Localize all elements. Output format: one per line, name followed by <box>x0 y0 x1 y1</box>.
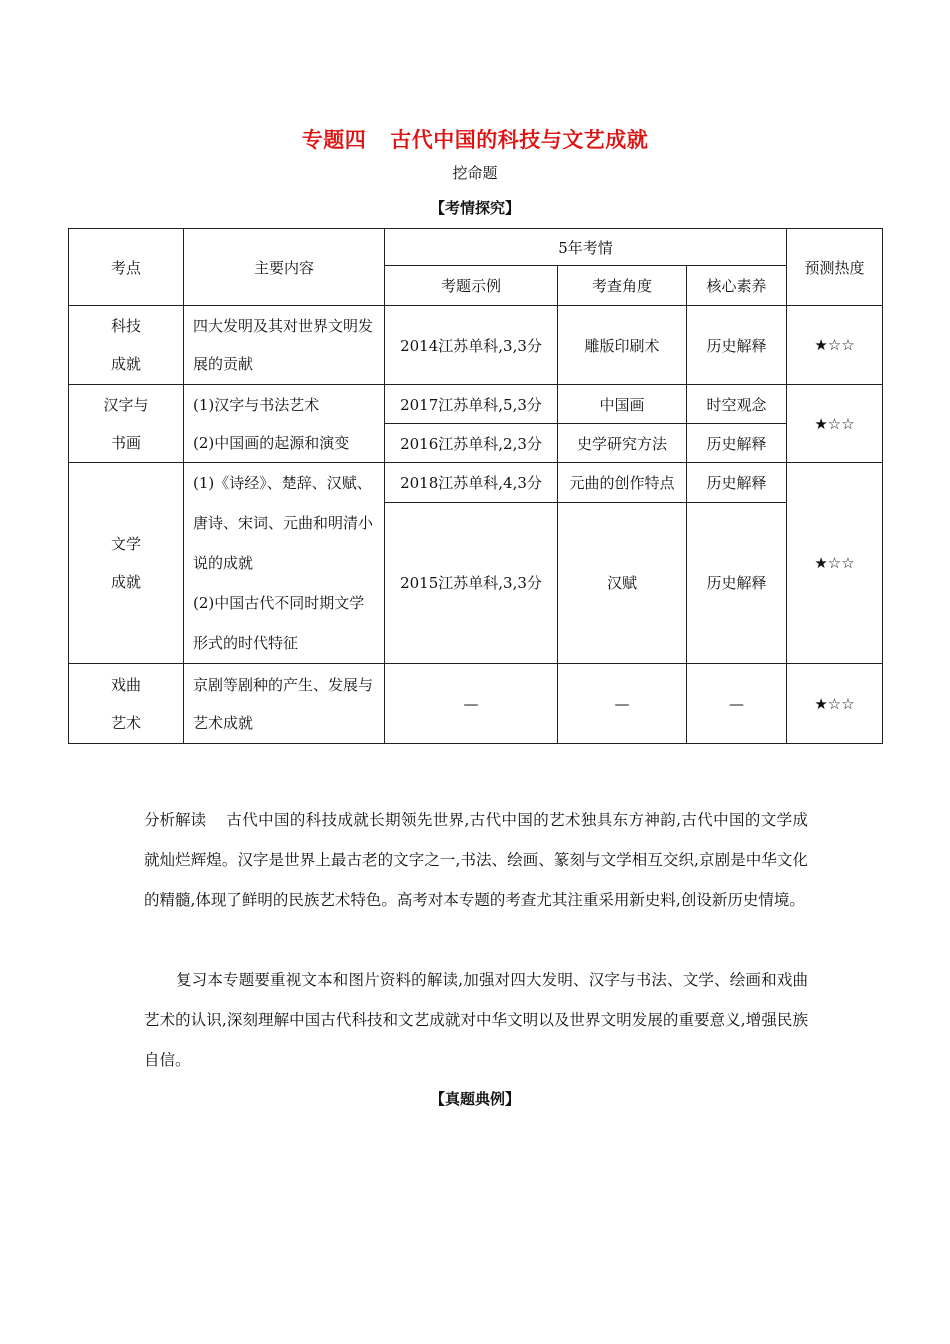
analysis-paragraph-2: 复习本专题要重视文本和图片资料的解读,加强对四大发明、汉字与书法、文学、绘画和戏曲艺术的认识,深刻理解中国古代科技和文艺成就对中华文明以及世界文明发展的重要意义,增强民族自信。 <box>144 971 808 1069</box>
table-row <box>69 385 883 424</box>
cell-example: 2016江苏单科,2,3分 <box>385 424 558 463</box>
cell-literacy: 历史解释 <box>687 502 787 663</box>
header-angle: 考查角度 <box>558 266 687 306</box>
cell-example: — <box>385 664 558 744</box>
subtitle: 挖命题 <box>452 164 498 182</box>
cell-literacy: — <box>687 664 787 744</box>
cell-angle: 元曲的创作特点 <box>558 463 687 503</box>
cell-literacy: 时空观念 <box>687 385 787 424</box>
cell-angle: — <box>558 664 687 744</box>
cell-angle: 雕版印刷术 <box>558 306 687 385</box>
cell-content: (1)《诗经》、楚辞、汉赋、唐诗、宋词、元曲和明清小说的成就 (2)中国古代不同时期文学形式的时代特征 <box>184 463 385 664</box>
cell-content: 京剧等剧种的产生、发展与艺术成就 <box>184 664 385 744</box>
cell-example: 2014江苏单科,3,3分 <box>385 306 558 385</box>
page-title <box>0 124 950 154</box>
cell-point: 戏曲 艺术 <box>69 664 184 744</box>
table-row <box>69 306 883 385</box>
table-header-row <box>69 229 883 266</box>
cell-point: 科技 成就 <box>69 306 184 385</box>
exam-table <box>68 228 883 744</box>
title-part-1: 专题四 <box>301 128 367 152</box>
cell-content: (1)汉字与书法艺术 (2)中国画的起源和演变 <box>184 385 385 463</box>
cell-angle: 中国画 <box>558 385 687 424</box>
cell-example: 2018江苏单科,4,3分 <box>385 463 558 503</box>
cell-heat: ★☆☆ <box>787 306 883 385</box>
cell-angle: 史学研究方法 <box>558 424 687 463</box>
table-row <box>69 664 883 744</box>
header-five-years: 5年考情 <box>385 229 787 266</box>
cell-literacy: 历史解释 <box>687 463 787 503</box>
header-content: 主要内容 <box>184 229 385 306</box>
header-point: 考点 <box>69 229 184 306</box>
cell-heat: ★☆☆ <box>787 463 883 664</box>
header-literacy: 核心素养 <box>687 266 787 306</box>
cell-example: 2015江苏单科,3,3分 <box>385 502 558 663</box>
title-part-2: 古代中国的科技与文艺成就 <box>390 128 649 152</box>
cell-heat: ★☆☆ <box>787 664 883 744</box>
cell-content: 四大发明及其对世界文明发展的贡献 <box>184 306 385 385</box>
cell-literacy: 历史解释 <box>687 424 787 463</box>
header-heat: 预测热度 <box>787 229 883 306</box>
cell-point: 汉字与 书画 <box>69 385 184 463</box>
header-example: 考题示例 <box>385 266 558 306</box>
section-heading-examples: 【真题典例】 <box>429 1090 520 1108</box>
analysis-label: 分析解读 <box>144 811 207 829</box>
table-row <box>69 463 883 503</box>
cell-heat: ★☆☆ <box>787 385 883 463</box>
section-heading-exam: 【考情探究】 <box>429 199 520 217</box>
cell-point: 文学 成就 <box>69 463 184 664</box>
cell-example: 2017江苏单科,5,3分 <box>385 385 558 424</box>
analysis-text-1: 古代中国的科技成就长期领先世界,古代中国的艺术独具东方神韵,古代中国的文学成就灿烂辉煌。汉字是世界上最古老的文字之一,书法、绘画、篆刻与文学相互交织,京剧是中华文化的精髓,体现了鲜明的民族艺术特色。高考对本专题的考查尤其注重采用新史料,创设新历史情境。 <box>144 811 808 909</box>
cell-literacy: 历史解释 <box>687 306 787 385</box>
cell-angle: 汉赋 <box>558 502 687 663</box>
analysis-paragraph-1 <box>144 800 808 920</box>
